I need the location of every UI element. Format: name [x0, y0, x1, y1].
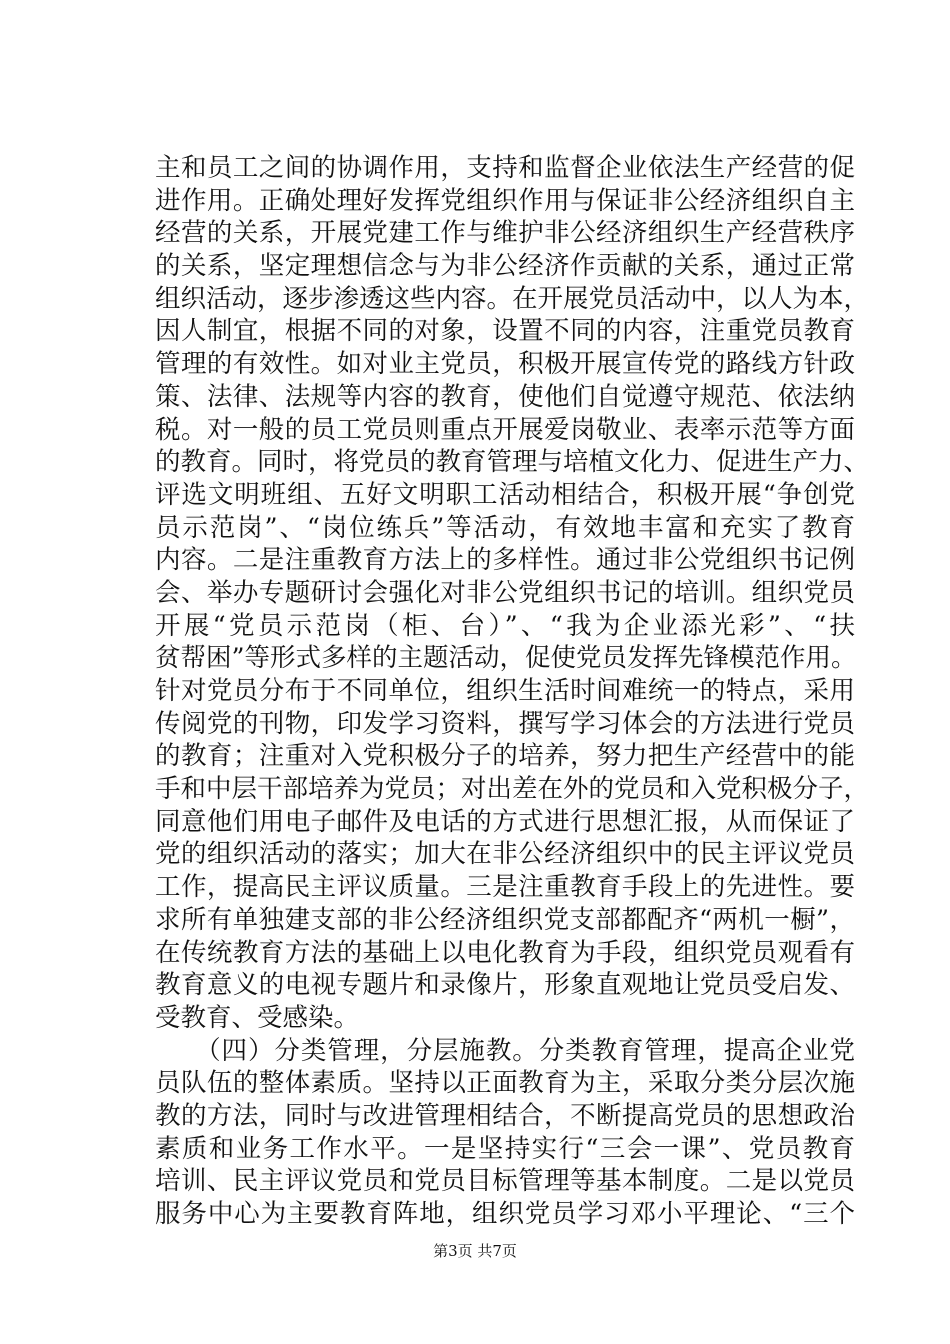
text-line: 因人制宜，根据不同的对象，设置不同的内容，注重党员教育	[155, 316, 855, 347]
page-footer: 第3页 共7页	[433, 1242, 517, 1260]
text-line: 税。对一般的员工党员则重点开展爱岗敬业、表率示范等方面	[155, 414, 855, 445]
text-line: 内容。二是注重教育方法上的多样性。通过非公党组织书记例	[155, 545, 855, 576]
text-line: 会、举办专题研讨会强化对非公党组织书记的培训。组织党员	[155, 577, 855, 608]
text-line: （四）分类管理，分层施教。分类教育管理，提高企业党	[155, 1035, 855, 1066]
text-line: 培训、民主评议党员和党员目标管理等基本制度。二是以党员	[155, 1166, 855, 1197]
text-line: 进作用。正确处理好发挥党组织作用与保证非公经济组织自主	[155, 185, 855, 216]
body-text	[155, 152, 870, 1231]
text-line: 传阅党的刊物，印发学习资料，撰写学习体会的方法进行党员	[155, 708, 855, 739]
text-line: 经营的关系，开展党建工作与维护非公经济组织生产经营秩序	[155, 218, 855, 249]
text-line: 服务中心为主要教育阵地，组织党员学习邓小平理论、“三个	[155, 1199, 855, 1229]
text-line: 的教育。同时，将党员的教育管理与培植文化力、促进生产力、	[155, 447, 870, 478]
text-line: 评选文明班组、五好文明职工活动相结合，积极开展“争创党	[155, 479, 855, 510]
text-line: 的教育；注重对入党积极分子的培养，努力把生产经营中的能	[155, 741, 855, 772]
text-line: 同意他们用电子邮件及电话的方式进行思想汇报，从而保证了	[155, 806, 855, 837]
text-line: 策、法律、法规等内容的教育，使他们自觉遵守规范、依法纳	[155, 381, 855, 412]
text-line: 的关系，坚定理想信念与为非公经济作贡献的关系，通过正常	[155, 251, 855, 282]
text-line: 手和中层干部培养为党员；对出差在外的党员和入党积极分子，	[155, 774, 870, 805]
text-line: 员示范岗”、“岗位练兵”等活动，有效地丰富和充实了教育	[155, 512, 855, 543]
text-line: 针对党员分布于不同单位，组织生活时间难统一的特点，采用	[155, 676, 855, 706]
text-line: 开展“党员示范岗（柜、台）”、“我为企业添光彩”、“扶	[155, 610, 855, 641]
text-line: 在传统教育方法的基础上以电化教育为手段，组织党员观看有	[155, 937, 855, 968]
text-line: 员队伍的整体素质。坚持以正面教育为主，采取分类分层次施	[155, 1068, 855, 1099]
text-line: 党的组织活动的落实；加大在非公经济组织中的民主评议党员	[155, 839, 855, 870]
text-line: 受教育、受感染。	[155, 1002, 360, 1033]
text-line: 贫帮困”等形式多样的主题活动，促使党员发挥先锋模范作用。	[155, 643, 857, 674]
text-line: 工作，提高民主评议质量。三是注重教育手段上的先进性。要	[155, 872, 855, 903]
text-line: 组织活动，逐步渗透这些内容。在开展党员活动中，以人为本，	[155, 283, 870, 314]
text-line: 教育意义的电视专题片和录像片，形象直观地让党员受启发、	[155, 970, 855, 1001]
text-line: 素质和业务工作水平。一是坚持实行“三会一课”、党员教育	[155, 1133, 855, 1164]
text-line: 管理的有效性。如对业主党员，积极开展宣传党的路线方针政	[155, 349, 855, 380]
text-line: 主和员工之间的协调作用，支持和监督企业依法生产经营的促	[155, 153, 855, 183]
text-line: 求所有单独建支部的非公经济组织党支部都配齐“两机一橱”，	[155, 904, 855, 935]
text-line: 教的方法，同时与改进管理相结合，不断提高党员的思想政治	[155, 1100, 855, 1131]
